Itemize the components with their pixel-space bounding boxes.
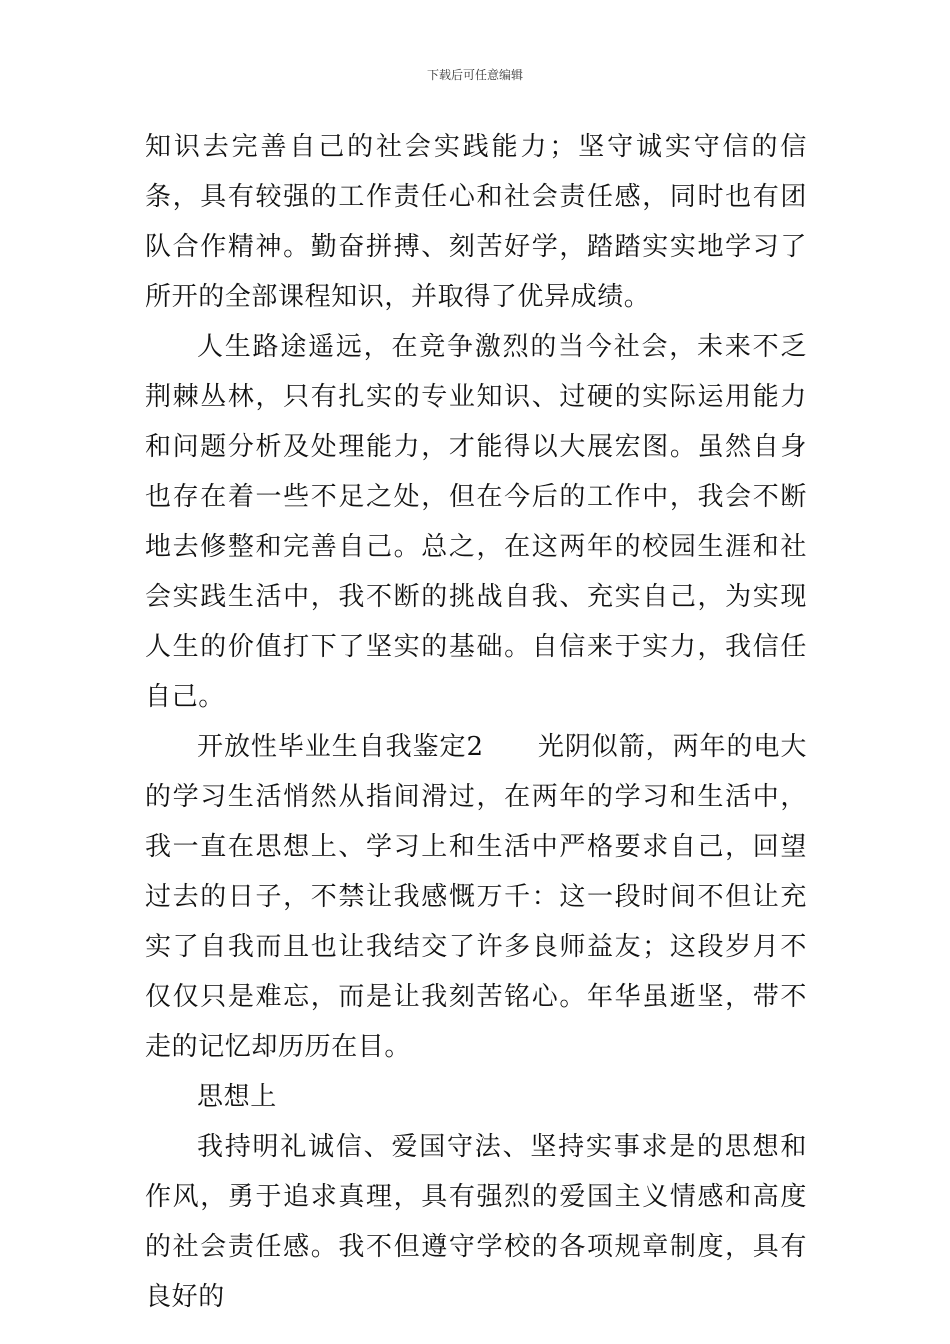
paragraph-continuation: 知识去完善自己的社会实践能力；坚守诚实守信的信条，具有较强的工作责任心和社会责任感，同时也有团队合作精神。勤奋拼搏、刻苦好学，踏踏实实地学习了所开的全部课程知识，并取得了优异成绩。 xyxy=(145,132,807,312)
page-header: 下载后可任意编辑 xyxy=(426,68,523,82)
paragraph-thought: 我持明礼诚信、爱国守法、坚持实事求是的思想和作风，勇于追求真理，具有强烈的爱国主义情感和高度的社会责任感。我不但遵守学校的各项规章制度，具有良好的 xyxy=(145,1132,807,1312)
paragraph-life-path: 人生路途遥远，在竞争激烈的当今社会，未来不乏荆棘丛林，只有扎实的专业知识、过硬的实际运用能力和问题分析及处理能力，才能得以大展宏图。虽然自身也存在着一些不足之处，但在今后的工作中，我会不断地去修整和完善自己。总之，在这两年的校园生涯和社会实践生活中，我不断的挑战自我、充实自己，为实现人生的价值打下了坚实的基础。自信来于实力，我信任自己。 xyxy=(145,332,807,712)
section-heading-thought: 思想上 xyxy=(197,1082,277,1112)
paragraph-self-evaluation-2: 开放性毕业生自我鉴定2 光阴似箭，两年的电大的学习生活悄然从指间滑过，在两年的学习和生活中，我一直在思想上、学习上和生活中严格要求自己，回望过去的日子，不禁让我感慨万千：这一段时间不但让充实了自我而且也让我结交了许多良师益友；这段岁月不仅仅只是难忘，而是让我刻苦铭心。年华虽逝坚，带不走的记忆却历历在目。 xyxy=(145,732,807,1062)
document-body xyxy=(145,122,807,1322)
